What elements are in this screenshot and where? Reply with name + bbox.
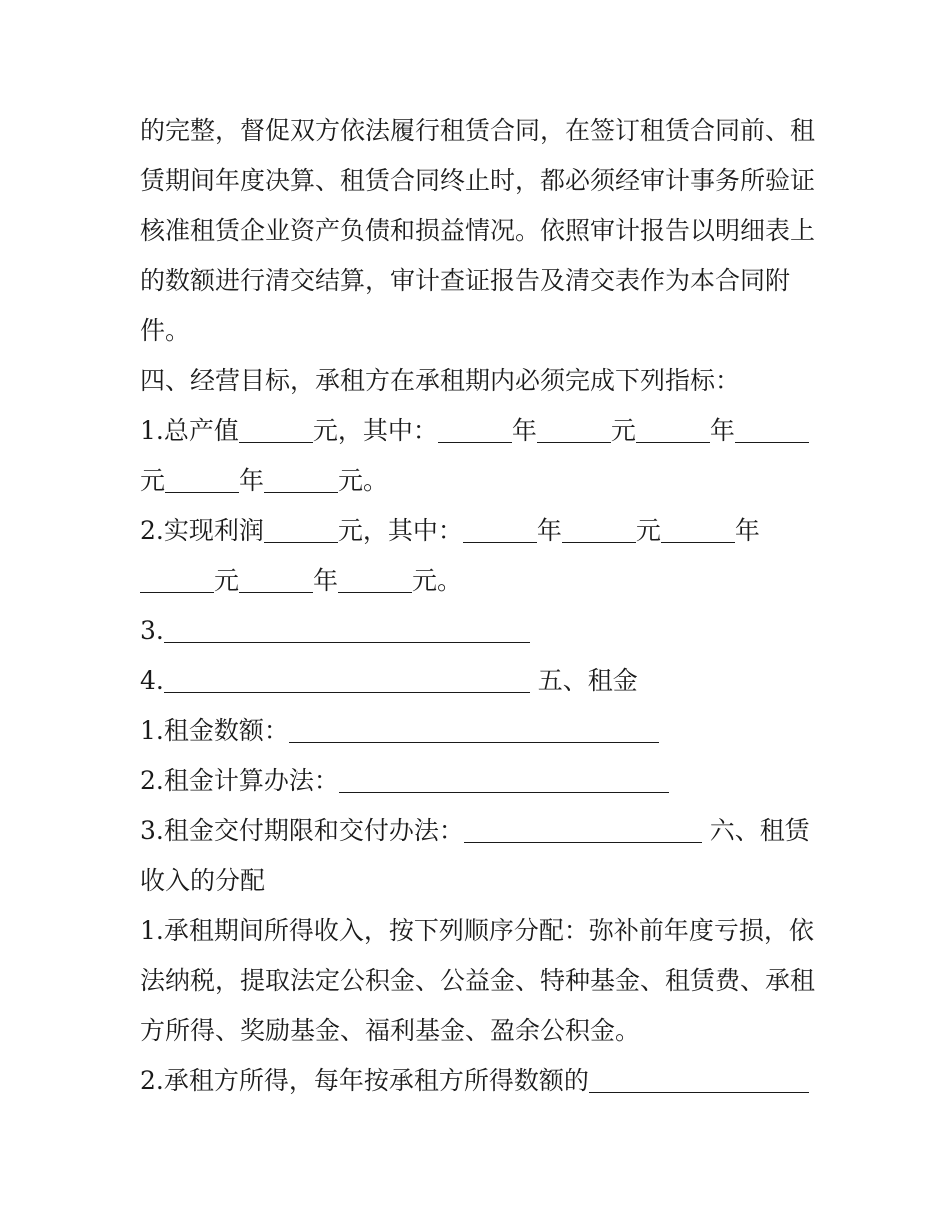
target-output-line-2: 元 年 元。 [140, 466, 389, 495]
year-blank-1[interactable] [438, 416, 512, 443]
rent-amount-blank[interactable] [289, 716, 659, 743]
rent-payment-line: 3.租金交付期限和交付办法： 六、租赁 [140, 816, 810, 845]
section-6-heading-cont: 收入的分配 [140, 866, 266, 895]
target-profit-line-2: 元 年 元。 [140, 556, 820, 606]
item-3-blank[interactable] [164, 616, 530, 643]
profit-blank[interactable] [264, 516, 338, 543]
amount-blank-3[interactable] [264, 466, 338, 493]
rent-calc-blank[interactable] [339, 766, 669, 793]
target-profit-label: 2.实现利润 [140, 516, 264, 545]
target-output-label: 1.总产值 [140, 416, 239, 445]
distribution-line-3: 方所得、奖励基金、福利基金、盈余公积金。 [140, 1016, 641, 1045]
rent-amount-line: 1.租金数额： [140, 706, 820, 756]
profit-year-blank-1[interactable] [463, 516, 537, 543]
total-output-blank[interactable] [239, 416, 313, 443]
document-page [140, 106, 820, 1106]
intro-line-2: 赁期间年度决算、租赁合同终止时，都必须经审计事务所验证 [140, 166, 816, 195]
intro-line-1: 的完整，督促双方依法履行租赁合同，在签订租赁合同前、租 [140, 116, 816, 145]
section-4-heading: 四、经营目标，承租方在承租期内必须完成下列指标： [140, 366, 741, 395]
intro-line-3: 核准租赁企业资产负债和损益情况。依照审计报告以明细表上 [140, 216, 816, 245]
profit-amount-blank-2[interactable] [140, 566, 214, 593]
item-4-blank[interactable] [164, 666, 530, 693]
lessee-income-line: 2.承租方所得，每年按承租方所得数额的 [140, 1056, 820, 1106]
intro-line-4: 的数额进行清交结算，审计查证报告及清交表作为本合同附 [140, 266, 791, 295]
profit-amount-blank-1[interactable] [562, 516, 636, 543]
amount-blank-1[interactable] [537, 416, 611, 443]
intro-line-5: 件。 [140, 316, 191, 345]
target-item-3: 3. [140, 606, 820, 656]
rent-calc-line: 2.租金计算办法： [140, 756, 820, 806]
lessee-income-blank[interactable] [589, 1066, 809, 1093]
amount-blank-2[interactable] [735, 416, 809, 443]
section-6-heading: 六、租赁 [701, 816, 810, 845]
section-5-heading: 五、租金 [529, 666, 638, 695]
year-blank-3[interactable] [165, 466, 239, 493]
rent-payment-blank[interactable] [464, 816, 702, 843]
target-output-line-1: 1.总产值 元，其中： 年 元 年 [140, 406, 820, 456]
target-profit-line-1: 2.实现利润 元，其中： 年 元 年 [140, 516, 760, 545]
profit-year-blank-2[interactable] [661, 516, 735, 543]
profit-amount-blank-3[interactable] [338, 566, 412, 593]
target-item-4: 4. 五、租金 [140, 666, 638, 695]
distribution-line-2: 法纳税，提取法定公积金、公益金、特种基金、租赁费、承租 [140, 966, 816, 995]
profit-year-blank-3[interactable] [239, 566, 313, 593]
year-blank-2[interactable] [636, 416, 710, 443]
distribution-line-1: 1.承租期间所得收入，按下列顺序分配：弥补前年度亏损，依 [140, 916, 814, 945]
